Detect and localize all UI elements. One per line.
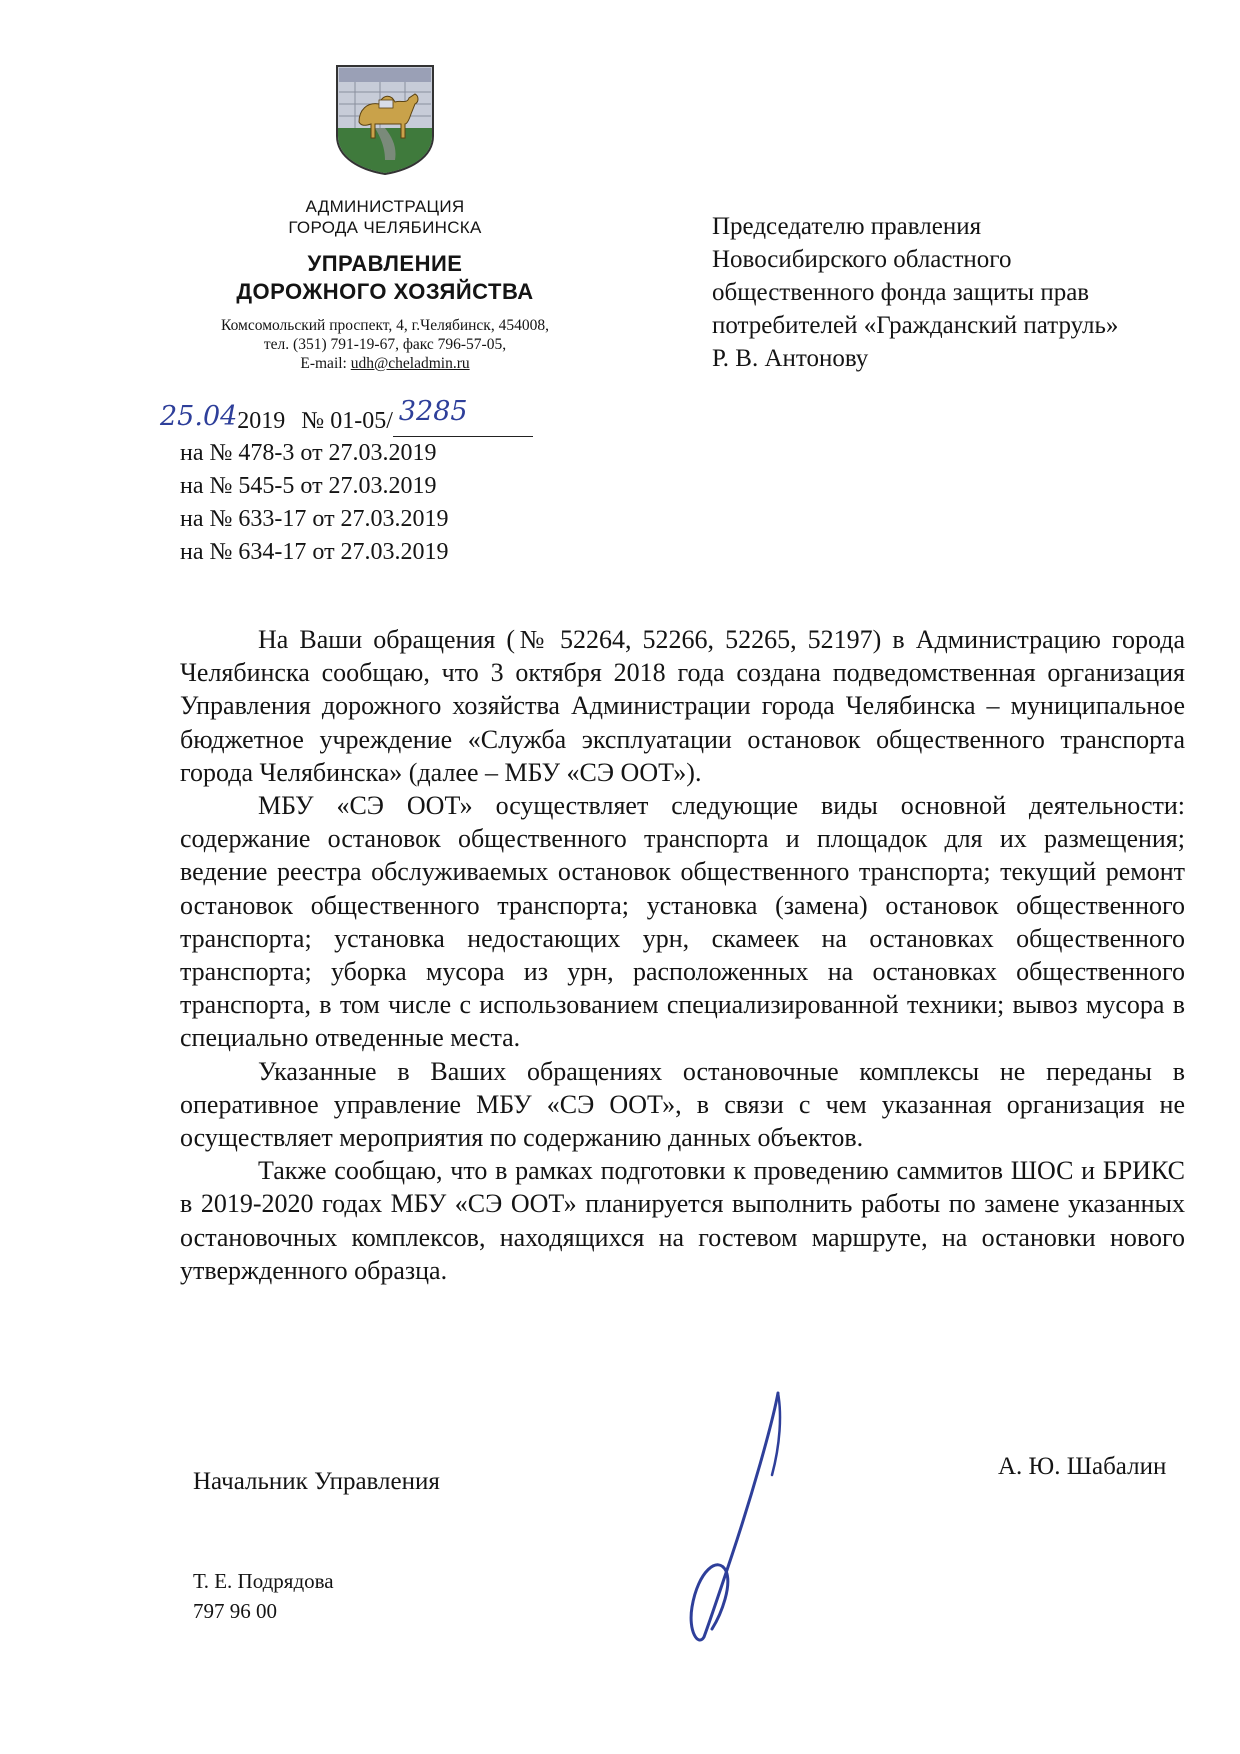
org-name-line-2: ГОРОДА ЧЕЛЯБИНСКА: [288, 218, 482, 237]
reference-number-field: [393, 396, 533, 437]
reply-reference: на № 478-3 от 27.03.2019: [180, 440, 437, 466]
handwritten-number: 3285: [398, 396, 468, 427]
letter-body: [180, 623, 1185, 1287]
outgoing-reference: [160, 396, 533, 437]
recipient-line: Новосибирского областного: [712, 246, 1012, 273]
body-paragraph: Указанные в Ваших обращениях остановочные комплексы не переданы в оперативное управление МБУ «СЭ ООТ», в связи с чем указанная организация не осуществляет мероприятия по содержанию данных объектов.: [180, 1056, 1185, 1153]
body-paragraph: Также сообщаю, что в рамках подготовки к проведению саммитов ШОС и БРИКС в 2019-2020 годах МБУ «СЭ ООТ» планируется выполнить работы по замене указанных остановочных комплексов, находящихся на гостевом маршруте, на остановки нового утвержденного образца.: [180, 1156, 1185, 1285]
address-line: Комсомольский проспект, 4, г.Челябинск, 454008,: [221, 317, 549, 334]
email-link[interactable]: udh@cheladmin.ru: [350, 355, 470, 372]
signer-name: А. Ю. Шабалин: [998, 1453, 1167, 1480]
email-label: E-mail:: [300, 355, 351, 372]
reference-number-prefix: № 01-05/: [301, 408, 393, 434]
recipient-line: потребителей «Гражданский патруль»: [712, 312, 1119, 339]
recipient-line: Председателю правления: [712, 213, 982, 240]
dept-name-line-1: УПРАВЛЕНИЕ: [307, 251, 463, 276]
handwritten-signature: [682, 1385, 792, 1645]
recipient-name: Р. В. Антонову: [712, 345, 869, 372]
reply-reference: на № 633-17 от 27.03.2019: [180, 506, 449, 532]
coat-of-arms-emblem: [335, 64, 435, 176]
sender-contacts: [170, 316, 600, 373]
executor-phone: 797 96 00: [193, 1599, 277, 1623]
email-line: [170, 354, 600, 373]
dept-name-line-2: ДОРОЖНОГО ХОЗЯЙСТВА: [236, 279, 534, 304]
sender-department: [170, 250, 600, 306]
body-paragraph: На Ваши обращения (№ 52264, 52266, 52265, 52197) в Администрацию города Челябинска сообщаю, что 3 октября 2018 года создана подведомственная организация Управления дорожного хозяйства Администрации города Челябинска – муниципальное бюджетное учреждение «Служба эксплуатации остановок общественного транспорта города Челябинска» (далее – МБУ «СЭ ООТ»).: [180, 625, 1185, 787]
executor-block: [193, 1566, 334, 1626]
reply-reference: на № 634-17 от 27.03.2019: [180, 539, 449, 565]
org-name-line-1: АДМИНИСТРАЦИЯ: [305, 197, 465, 216]
signer-title: Начальник Управления: [193, 1468, 440, 1495]
recipient-line: общественного фонда защиты прав: [712, 279, 1090, 306]
phone-fax-line: тел. (351) 791-19-67, факс 796-57-05,: [263, 336, 507, 353]
handwritten-date: 25.04: [160, 401, 238, 432]
sender-organization: [170, 196, 600, 238]
reference-year: 2019: [237, 408, 286, 434]
reply-reference: на № 545-5 от 27.03.2019: [180, 473, 437, 499]
body-paragraph: МБУ «СЭ ООТ» осуществляет следующие виды основной деятельности: содержание остановок общественного транспорта и площадок для их размещения; ведение реестра обслуживаемых остановок общественного транспорта; текущий ремонт остановок общественного транспорта; установка (замена) остановок общественного транспорта; установка недостающих урн, скамеек на остановках общественного транспорта; уборка мусора из урн, расположенных на остановках общественного транспорта, в том числе с использованием специализированной техники; вывоз мусора в специально отведенные места.: [180, 791, 1185, 1053]
recipient-block: [712, 210, 1212, 375]
executor-name: Т. Е. Подрядова: [193, 1569, 334, 1593]
